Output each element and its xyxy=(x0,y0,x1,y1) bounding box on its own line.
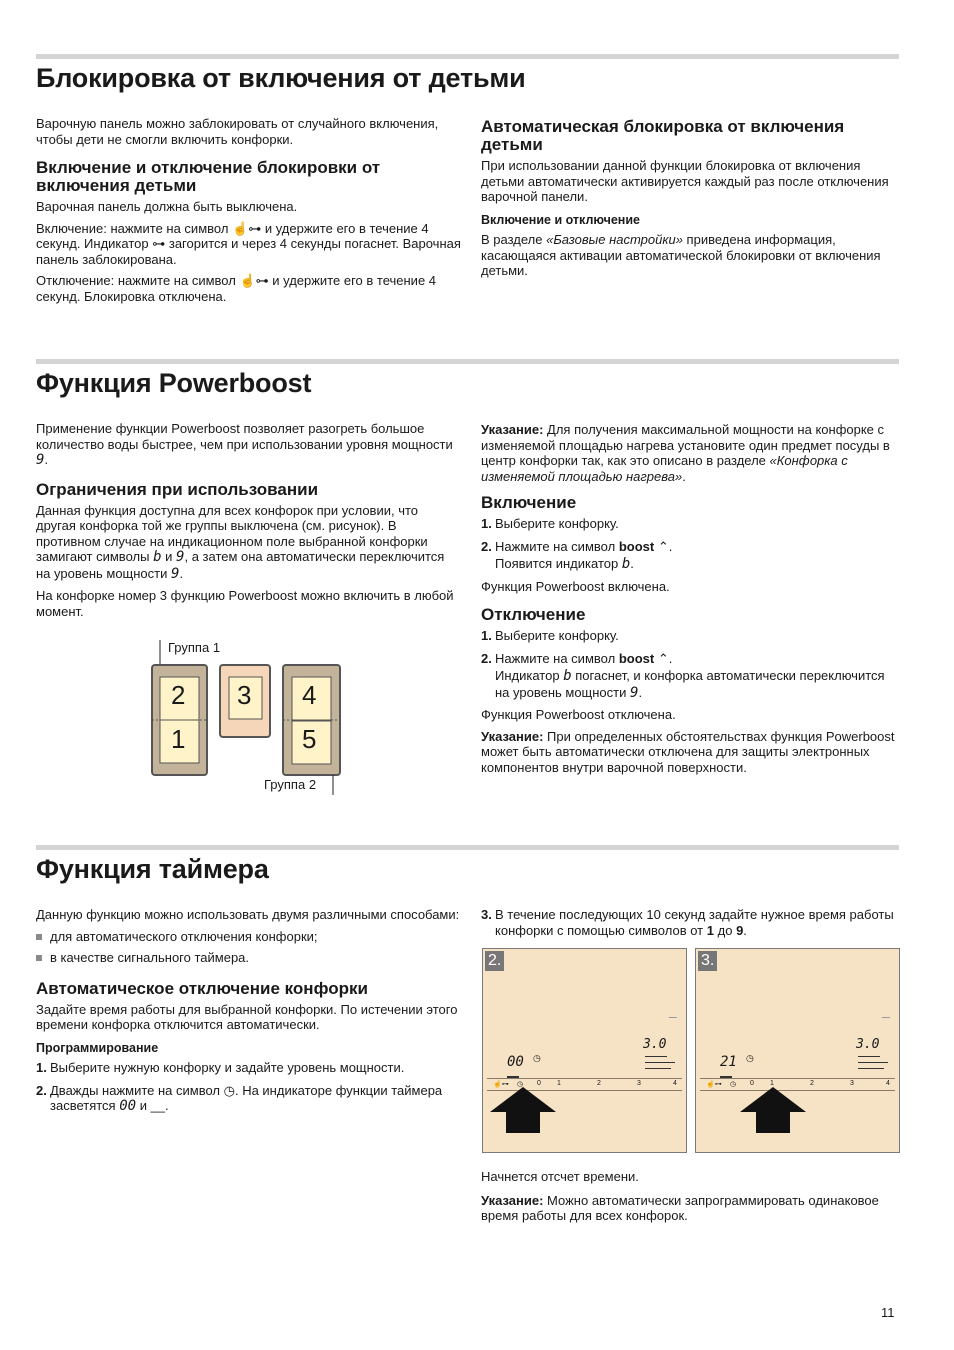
paragraph-basic-settings: В разделе «Базовые настройки» приведена информация, касающаяся активации автоматической блокировки от включения детьми. xyxy=(481,232,881,278)
paragraph-limitations: Данная функция доступна для всех конфорок при условии, что другая конфорка той же группы выключена (см. рисунок). В противном случае на индикационном поле выбранной конфорки замигают символы b и 9, а затем она автоматически переключится на уровень мощности 9. xyxy=(36,502,445,582)
clock-icon: ◷ xyxy=(746,1053,754,1063)
arrow-pointer xyxy=(488,1087,558,1135)
paragraph-disable: Отключение: нажмите на символ ☝⊶ и удержите его в течение 4 секунд. Блокировка отключена. xyxy=(36,273,437,304)
boost-b-symbol: b xyxy=(563,668,572,684)
timer-left-column xyxy=(36,907,461,1122)
display-line xyxy=(858,1062,888,1063)
powerboost-right-column xyxy=(481,422,899,781)
step: 1. Выберите конфорку. xyxy=(481,516,619,531)
burner-number: 5 xyxy=(302,724,317,754)
section-rule xyxy=(36,845,899,850)
timer-display: 00 xyxy=(507,1054,524,1070)
subheading-disable: Отключение xyxy=(481,605,586,624)
intro-text: Применение функции Powerboost позволяет разогреть большое количество воды быстрее, чем при использовании уровня мощности 9. xyxy=(36,421,453,468)
burner-number: 3 xyxy=(237,680,252,710)
paragraph-enable: Включение: нажмите на символ ☝⊶ и удержите его в течение 4 секунд. Индикатор ⊶ загорится и через 4 секунды погаснет. Варочная панель заблокирована. xyxy=(36,220,461,267)
intro-text: Данную функцию можно использовать двумя различными способами: xyxy=(36,907,460,922)
hand-key-icon: ☝⊶ xyxy=(239,273,269,288)
list-item: в качестве сигнального таймера. xyxy=(36,950,461,966)
step-result: Появится индикатор b. xyxy=(495,556,634,572)
timer-icon: ◷ xyxy=(517,1081,524,1088)
group-1-label: Группа 1 xyxy=(168,640,221,655)
step: 2. Нажмите на символ boost ⌃. xyxy=(481,538,673,554)
note-timer: Указание: Можно автоматически запрограммировать одинаковое время работы для всех конфорок. xyxy=(481,1192,879,1223)
timer-icon: ◷ xyxy=(730,1081,737,1088)
burner-groups-diagram xyxy=(140,635,360,800)
result-text: Функция Powerboost включена. xyxy=(481,578,670,594)
scale-label: 2 xyxy=(597,1080,601,1087)
scale-label: 3 xyxy=(637,1080,641,1087)
display-line xyxy=(858,1056,880,1057)
child-lock-icon: ☝⊶ xyxy=(706,1081,722,1088)
figure-step-label: 3. xyxy=(698,951,717,971)
section-title-child-lock: Блокировка от включения от детьми xyxy=(36,63,526,93)
boost-b-symbol: b xyxy=(153,549,162,565)
subheading-auto-lock: Автоматическая блокировка от включения детьми xyxy=(481,117,845,154)
child-lock-left-column xyxy=(36,116,461,310)
subheading-lock-toggle: Включение и отключение блокировки от включения детьми xyxy=(36,158,381,195)
group-2-label: Группа 2 xyxy=(264,777,317,792)
scale-label: 0 xyxy=(537,1080,541,1087)
paragraph-burner-3: На конфорке номер 3 функцию Powerboost можно включить в любой момент. xyxy=(36,588,454,619)
subheading-programming: Программирование xyxy=(36,1040,159,1055)
note-variable-zone: Указание: Для получения максимальной мощности на конфорке с изменяемой площадью нагрева установите один предмет посуды в центр конфорки так, как это описано в разделе «Конфорка с изменяемой площадью нагрева». xyxy=(481,422,890,484)
step: 1. Выберите конфорку. xyxy=(481,628,619,643)
step: 2. Нажмите на символ boost ⌃. xyxy=(481,650,673,666)
step: 3. В течение последующих 10 секунд задайте нужное время работы конфорки с помощью символов от 1 до 9. xyxy=(481,907,894,938)
timer-display: 21 xyxy=(720,1054,737,1070)
boost-b-symbol: b xyxy=(621,556,631,572)
subheading-enable: Включение xyxy=(481,493,577,512)
subheading-auto-off: Автоматическое отключение конфорки xyxy=(36,978,368,998)
scale-label: 3 xyxy=(850,1080,854,1087)
display-line xyxy=(645,1062,675,1063)
power-level-display: 3.0 xyxy=(856,1037,880,1052)
figure-step-label: 2. xyxy=(485,951,504,971)
child-lock-right-column xyxy=(481,118,899,285)
cross-reference-link: «Конфорка с изменяемой площадью нагрева» xyxy=(481,453,848,484)
clock-icon: ◷ xyxy=(223,1082,235,1098)
scale-label: 1 xyxy=(557,1080,561,1087)
scale-label: 4 xyxy=(673,1080,677,1087)
scale-label: 4 xyxy=(886,1080,890,1087)
child-lock-icon: ☝⊶ xyxy=(493,1081,509,1088)
note-protection: Указание: При определенных обстоятельствах функция Powerboost может быть автоматически отключена для защиты электронных компонентов внутри варочной поверхности. xyxy=(481,728,895,775)
power-level-9-symbol: 9 xyxy=(171,565,180,582)
scale-label: 2 xyxy=(810,1080,814,1087)
control-panel-illustration xyxy=(695,948,900,1153)
indicator-mark xyxy=(669,1017,677,1018)
page-number: 11 xyxy=(881,1305,895,1320)
arrow-pointer xyxy=(738,1087,808,1135)
powerboost-left-column xyxy=(36,421,461,625)
step: 2. Дважды нажмите на символ ◷. На индикаторе функции таймера засветятся 00 и __. xyxy=(36,1082,443,1114)
scale-label: 1 xyxy=(770,1080,774,1087)
timer-right-column xyxy=(481,907,899,945)
paragraph: Задайте время работы для выбранной конфорки. По истечении этого времени конфорка отключится автоматически. xyxy=(36,1001,458,1032)
burner-number: 4 xyxy=(302,680,317,710)
section-rule xyxy=(36,54,899,59)
power-level-9-symbol: 9 xyxy=(176,549,185,565)
timer-result-column xyxy=(481,1169,899,1230)
indicator-mark xyxy=(882,1017,890,1018)
step-result: Индикатор b погаснет, и конфорка автоматически переключится на уровень мощности 9. xyxy=(495,668,885,701)
hand-key-icon: ☝⊶ xyxy=(232,220,262,236)
subheading-limitations: Ограничения при использовании xyxy=(36,479,319,499)
power-level-9-symbol: 9 xyxy=(36,452,45,468)
display-line xyxy=(645,1056,667,1057)
intro-text: Варочную панель можно заблокировать от случайного включения, чтобы дети не смогли включить конфорки. xyxy=(36,116,439,147)
section-rule xyxy=(36,359,899,364)
section-title-powerboost: Функция Powerboost xyxy=(36,368,312,398)
clock-icon: ◷ xyxy=(533,1053,541,1063)
paragraph: Варочная панель должна быть выключена. xyxy=(36,199,298,214)
result-text: Начнется отсчет времени. xyxy=(481,1169,639,1184)
display-line xyxy=(858,1068,884,1069)
cross-reference-link: «Базовые настройки» xyxy=(546,232,683,247)
power-level-9-symbol: 9 xyxy=(630,684,639,701)
paragraph: При использовании данной функции блокировка от включения детьми автоматически активируется каждый раз после отключения варочной панели. xyxy=(481,158,889,204)
boost-chevron-icon: ⌃ xyxy=(657,650,669,666)
boost-chevron-icon: ⌃ xyxy=(657,538,669,554)
subheading-on-off: Включение и отключение xyxy=(481,212,640,227)
step: 1. Выберите нужную конфорку и задайте уровень мощности. xyxy=(36,1060,405,1075)
key-icon: ⊶ xyxy=(152,236,166,251)
list-item: для автоматического отключения конфорки; xyxy=(36,929,461,945)
power-level-display: 3.0 xyxy=(643,1037,667,1052)
scale-label: 0 xyxy=(750,1080,754,1087)
result-text: Функция Powerboost отключена. xyxy=(481,707,676,722)
burner-number: 1 xyxy=(171,724,186,754)
burner-number: 2 xyxy=(171,680,186,710)
timer-00-symbol: 00 xyxy=(119,1098,137,1114)
display-line xyxy=(645,1068,671,1069)
control-panel-illustration xyxy=(482,948,687,1153)
section-title-timer: Функция таймера xyxy=(36,854,269,884)
